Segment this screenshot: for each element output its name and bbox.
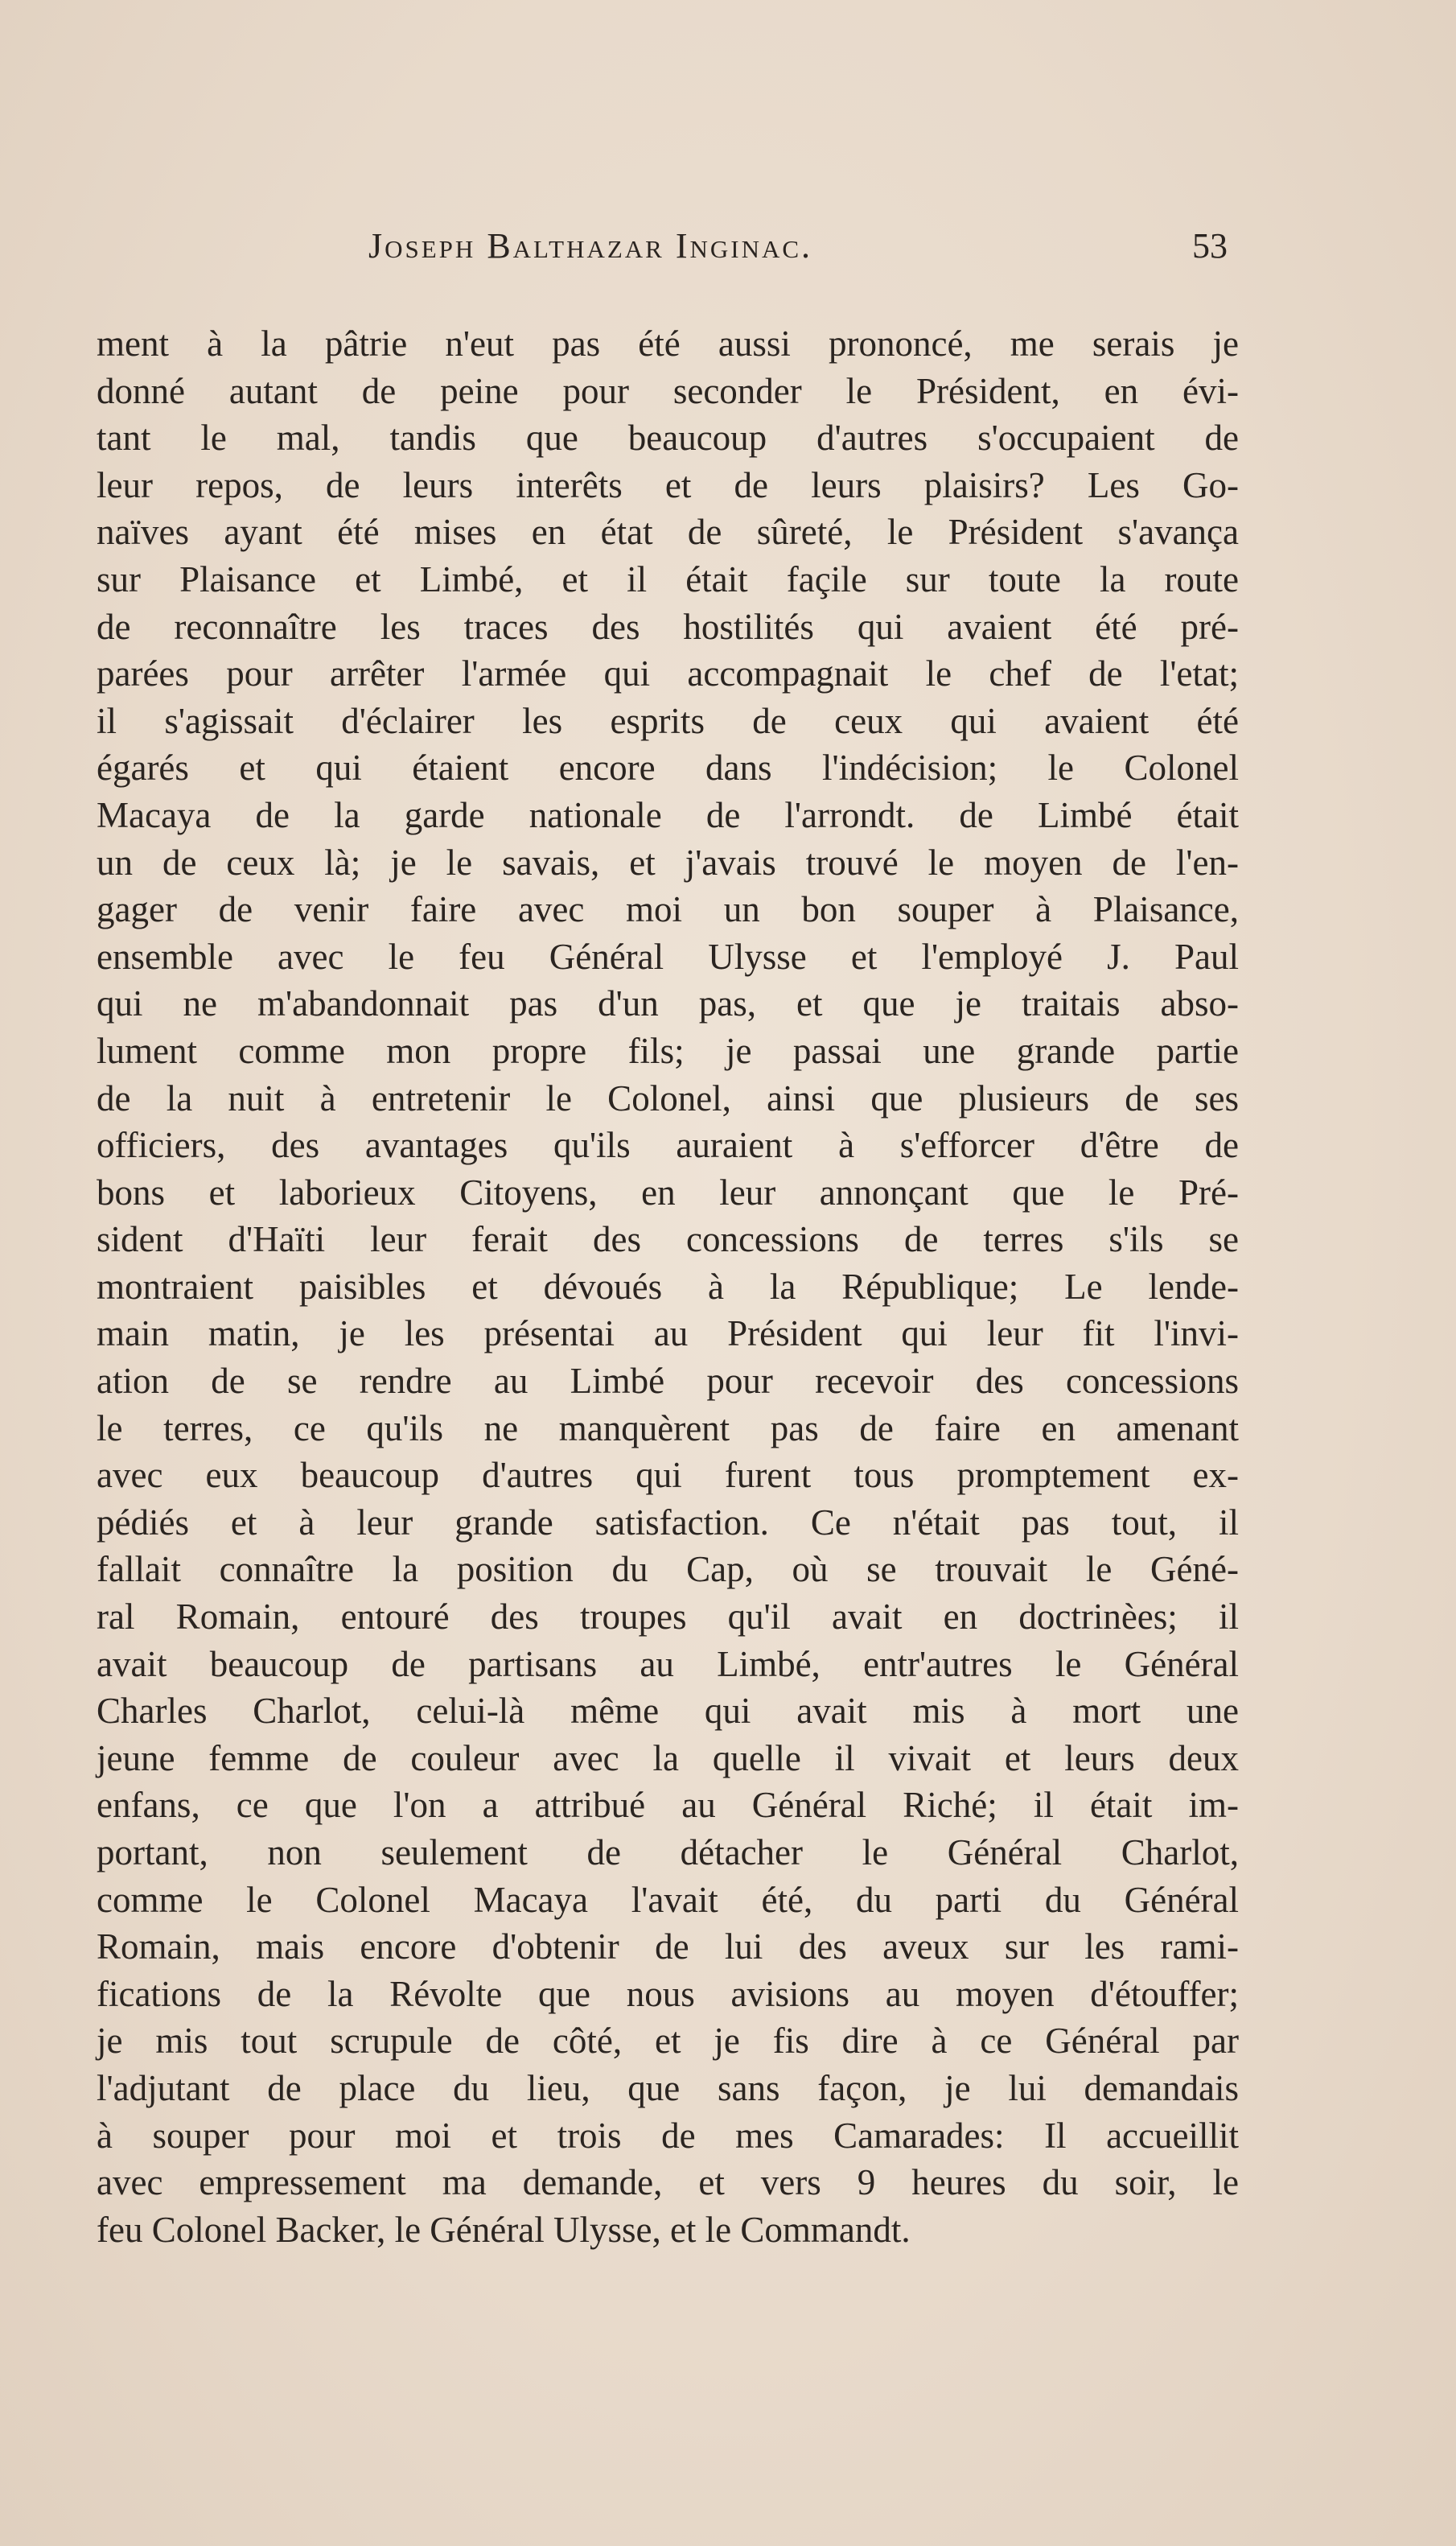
text-line: jeune femme de couleur avec la quelle il vivait et leurs deux — [97, 1737, 1239, 1778]
text-line: parées pour arrêter l'armée qui accompagnait le chef de l'etat; — [97, 653, 1239, 694]
text-line: il s'agissait d'éclairer les esprits de ceux qui avaient été — [97, 700, 1239, 741]
text-line: montraient paisibles et dévoués à la République; Le lende- — [97, 1266, 1239, 1307]
text-line: comme le Colonel Macaya l'avait été, du parti du Général — [97, 1879, 1239, 1920]
running-title: Joseph Balthazar Inginac. — [368, 226, 813, 266]
text-line: ment à la pâtrie n'eut pas été aussi prononcé, me serais je — [97, 323, 1239, 364]
text-line: l'adjutant de place du lieu, que sans façon, je lui demandais — [97, 2067, 1239, 2108]
text-line: le terres, ce qu'ils ne manquèrent pas de faire en amenant — [97, 1407, 1239, 1448]
text-line: enfans, ce que l'on a attribué au Général Riché; il était im- — [97, 1785, 1239, 1826]
text-line: sident d'Haïti leur ferait des concessions de terres s'ils se — [97, 1219, 1239, 1260]
text-line: donné autant de peine pour seconder le Président, en évi- — [97, 370, 1239, 411]
text-line: Romain, mais encore d'obtenir de lui des aveux sur les rami- — [97, 1926, 1239, 1967]
running-head — [0, 225, 1456, 274]
body-text — [97, 320, 1239, 2253]
text-line: ral Romain, entouré des troupes qu'il avait en doctrinèes; il — [97, 1596, 1239, 1638]
text-line: qui ne m'abandonnait pas d'un pas, et que je traitais abso- — [97, 983, 1239, 1024]
text-line: main matin, je les présentai au Président qui leur fit l'invi- — [97, 1313, 1239, 1354]
text-line: avec eux beaucoup d'autres qui furent tous promptement ex- — [97, 1455, 1239, 1496]
page-number: 53 — [1192, 226, 1228, 266]
text-line: je mis tout scrupule de côté, et je fis dire à ce Général par — [97, 2021, 1239, 2062]
text-line: Charles Charlot, celui-là même qui avait mis à mort une — [97, 1691, 1239, 1732]
text-line: fications de la Révolte que nous avisions au moyen d'étouffer; — [97, 1973, 1239, 2014]
text-line: gager de venir faire avec moi un bon souper à Plaisance, — [97, 889, 1239, 930]
text-line: avait beaucoup de partisans au Limbé, entr'autres le Général — [97, 1643, 1239, 1684]
text-line: feu Colonel Backer, le Général Ulysse, et le Commandt. — [97, 2209, 911, 2250]
text-line: de reconnaître les traces des hostilités qui avaient été pré- — [97, 606, 1239, 647]
text-line: ensemble avec le feu Général Ulysse et l'employé J. Paul — [97, 936, 1239, 977]
text-line: un de ceux là; je le savais, et j'avais trouvé le moyen de l'en- — [97, 842, 1239, 883]
text-line: naïves ayant été mises en état de sûreté, le Président s'avança — [97, 512, 1239, 553]
text-line: sur Plaisance et Limbé, et il était façile sur toute la route — [97, 558, 1239, 599]
text-line: pédiés et à leur grande satisfaction. Ce n'était pas tout, il — [97, 1502, 1239, 1543]
text-line: lument comme mon propre fils; je passai une grande partie — [97, 1030, 1239, 1071]
text-line: égarés et qui étaient encore dans l'indécision; le Colonel — [97, 748, 1239, 789]
text-line: portant, non seulement de détacher le Général Charlot, — [97, 1832, 1239, 1872]
text-line: ation de se rendre au Limbé pour recevoir des concessions — [97, 1361, 1239, 1402]
text-line: à souper pour moi et trois de mes Camarades: Il accueillit — [97, 2115, 1239, 2156]
text-line: de la nuit à entretenir le Colonel, ainsi que plusieurs de ses — [97, 1077, 1239, 1119]
text-line: Macaya de la garde nationale de l'arrondt. de Limbé était — [97, 794, 1239, 835]
text-line: bons et laborieux Citoyens, en leur annonçant que le Pré- — [97, 1172, 1239, 1213]
text-line: avec empressement ma demande, et vers 9 heures du soir, le — [97, 2162, 1239, 2203]
text-line: tant le mal, tandis que beaucoup d'autres s'occupaient de — [97, 418, 1239, 459]
text-line: leur repos, de leurs interêts et de leurs plaisirs? Les Go- — [97, 464, 1239, 505]
text-line: officiers, des avantages qu'ils auraient à s'efforcer d'être de — [97, 1125, 1239, 1166]
text-line: fallait connaître la position du Cap, où se trouvait le Géné- — [97, 1549, 1239, 1590]
